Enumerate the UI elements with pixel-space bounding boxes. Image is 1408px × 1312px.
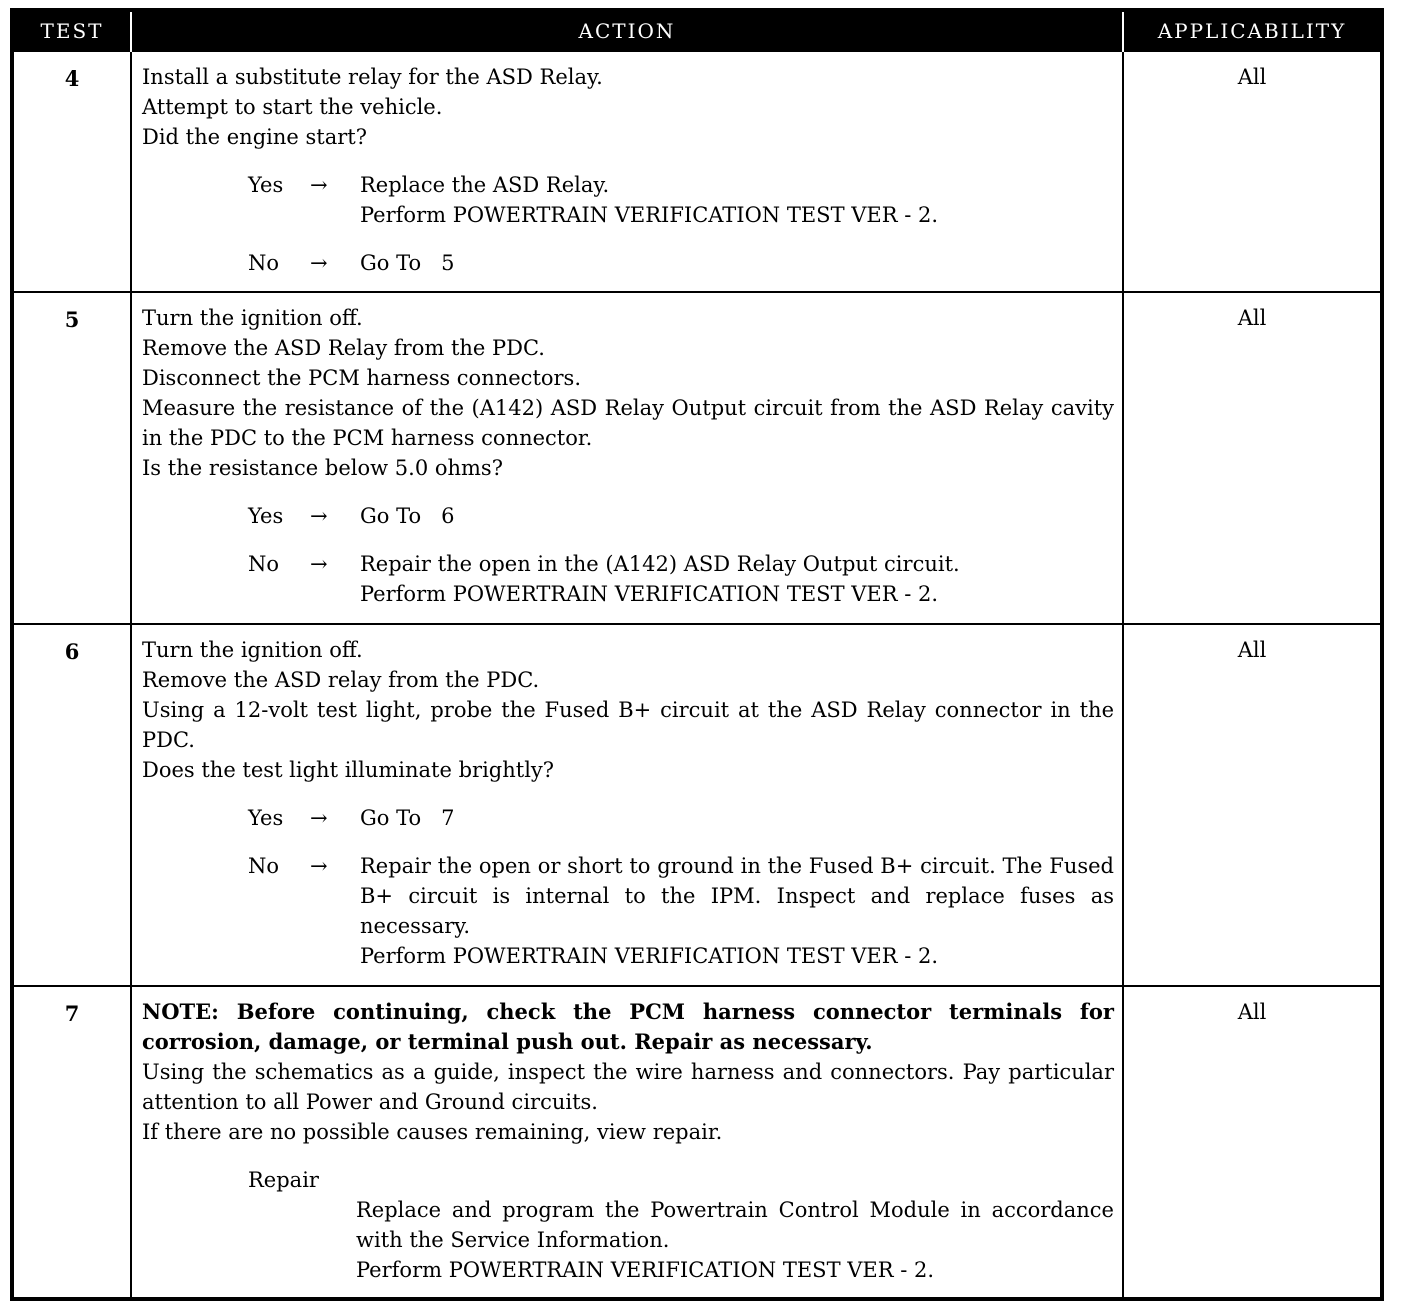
yes-outcome: [248, 501, 1114, 531]
test-number: 4: [12, 51, 131, 292]
step-text: Disconnect the PCM harness connectors.: [142, 366, 582, 390]
step-text: Remove the ASD relay from the PDC.: [142, 668, 540, 692]
repair-label: Repair: [248, 1168, 319, 1192]
table-row: [12, 292, 1382, 624]
no-label: No: [248, 854, 280, 878]
applicability-value: All: [1123, 624, 1382, 986]
yes-result: [360, 803, 1114, 833]
yes-result: [360, 501, 1114, 531]
table-row: [12, 624, 1382, 986]
arrow-icon: →: [310, 552, 328, 576]
arrow-icon: →: [310, 854, 328, 878]
action-cell: [131, 624, 1123, 986]
no-label: No: [248, 251, 280, 275]
diagnostic-test-table: [10, 8, 1384, 1301]
no-result: [360, 248, 1114, 278]
yes-result: Replace the ASD Relay. Perform POWERTRAIN VERIFICATION TEST VER - 2.: [360, 170, 1114, 230]
no-outcome: [248, 851, 1114, 971]
arrow-icon: →: [310, 251, 328, 275]
goto-link: Go To 7: [360, 806, 455, 830]
step-text: If there are no possible causes remaining, view repair.: [142, 1120, 723, 1144]
step-text: Measure the resistance of the (A142) ASD Relay Output circuit from the ASD Relay cavity in the PDC to the PCM harness connector.: [142, 396, 1114, 450]
arrow-icon: →: [310, 173, 328, 197]
step-text: Does the test light illuminate brightly?: [142, 758, 555, 782]
yes-label: Yes: [248, 173, 284, 197]
table-row: [12, 51, 1382, 292]
no-label: No: [248, 552, 280, 576]
step-text: Did the engine start?: [142, 125, 367, 149]
step-text: Using a 12-volt test light, probe the Fused B+ circuit at the ASD Relay connector in the PDC.: [142, 698, 1114, 752]
step-text: Turn the ignition off.: [142, 638, 363, 662]
goto-link: Go To 6: [360, 504, 455, 528]
arrow-icon: →: [310, 504, 328, 528]
yes-outcome: [248, 803, 1114, 833]
yes-label: Yes: [248, 504, 284, 528]
note-text: NOTE: Before continuing, check the PCM harness connector terminals for corrosion, damage, or terminal push out. Repair as necessary.: [142, 999, 1114, 1054]
no-outcome: [248, 549, 1114, 609]
header-applicability: APPLICABILITY: [1123, 10, 1382, 51]
verification-link: Perform POWERTRAIN VERIFICATION TEST VER - 2.: [356, 1258, 935, 1282]
action-cell: [131, 51, 1123, 292]
action-cell: [131, 986, 1123, 1299]
yes-outcome: [248, 170, 1114, 230]
no-result: Repair the open in the (A142) ASD Relay Output circuit. Perform POWERTRAIN VERIFICATION TEST VER - 2.: [360, 549, 1114, 609]
verification-link: Perform POWERTRAIN VERIFICATION TEST VER - 2.: [360, 944, 939, 968]
header-test: TEST: [12, 10, 131, 51]
arrow-icon: →: [310, 806, 328, 830]
step-text: Remove the ASD Relay from the PDC.: [142, 336, 545, 360]
applicability-value: All: [1123, 292, 1382, 624]
header-action: ACTION: [131, 10, 1123, 51]
verification-link: Perform POWERTRAIN VERIFICATION TEST VER - 2.: [360, 203, 939, 227]
goto-link: Go To 5: [360, 251, 455, 275]
step-text: Install a substitute relay for the ASD Relay.: [142, 65, 603, 89]
no-outcome: [248, 248, 1114, 278]
table-row: [12, 986, 1382, 1299]
table-header: [12, 10, 1382, 51]
action-cell: [131, 292, 1123, 624]
applicability-value: All: [1123, 986, 1382, 1299]
step-text: Using the schematics as a guide, inspect the wire harness and connectors. Pay particular attention to all Power and Ground circuits.: [142, 1060, 1114, 1114]
step-text: Attempt to start the vehicle.: [142, 95, 443, 119]
applicability-value: All: [1123, 51, 1382, 292]
repair-result: Replace and program the Powertrain Control Module in accordance with the Service Information. Perform POWERTRAIN VERIFICATION TEST VER - 2.: [356, 1195, 1114, 1285]
step-text: Turn the ignition off.: [142, 306, 363, 330]
test-number: 5: [12, 292, 131, 624]
test-number: 6: [12, 624, 131, 986]
yes-label: Yes: [248, 806, 284, 830]
test-number: 7: [12, 986, 131, 1299]
step-text: Is the resistance below 5.0 ohms?: [142, 456, 503, 480]
verification-link: Perform POWERTRAIN VERIFICATION TEST VER - 2.: [360, 582, 939, 606]
no-result: Repair the open or short to ground in the Fused B+ circuit. The Fused B+ circuit is internal to the IPM. Inspect and replace fuses as necessary. Perform POWERTRAIN VERIFICATION TEST VER - 2.: [360, 851, 1114, 971]
